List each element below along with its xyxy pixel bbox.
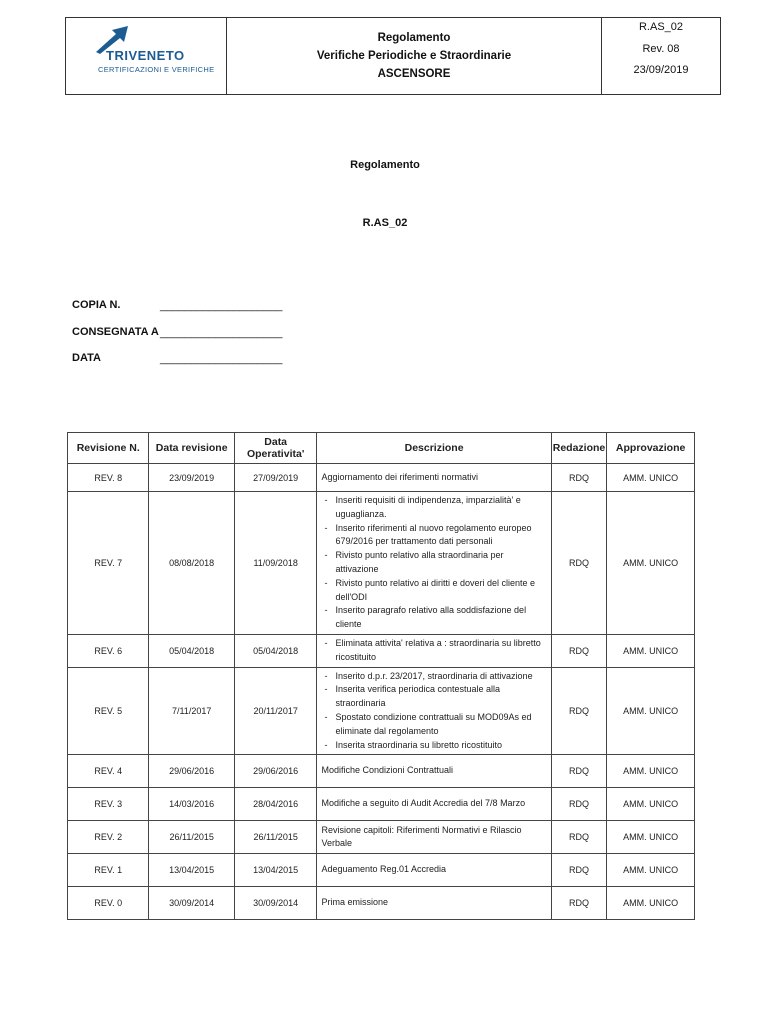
approval-cell: AMM. UNICO [607,464,695,492]
doc-code: R.AS_02 [638,21,684,33]
description-cell [317,464,551,492]
description-item: - Rivisto punto relativo alla straordinaria per attivazione [335,549,546,577]
drafting-cell: RDQ [551,667,607,755]
table-row [68,854,695,887]
approval-cell: AMM. UNICO [607,821,695,854]
revision-date-cell: 23/09/2019 [149,464,234,492]
revision-date-cell: 7/11/2017 [149,667,234,755]
description-cell [317,755,551,788]
copy-number-label: COPIA N. [72,299,121,311]
table-row [68,821,695,854]
table-row [68,492,695,635]
approval-cell: AMM. UNICO [607,887,695,920]
operative-date-cell: 13/04/2015 [234,854,317,887]
revision-cell: REV. 5 [68,667,149,755]
table-row [68,788,695,821]
doc-date: 23/09/2019 [633,64,689,76]
description-item: - Inserito paragrafo relativo alla soddisfazione del cliente [335,604,546,632]
col-header-operative-date: Data Operativita' [234,433,317,464]
revision-date-cell: 14/03/2016 [149,788,234,821]
drafting-cell: RDQ [551,492,607,635]
revision-date-cell: 30/09/2014 [149,887,234,920]
revision-date-cell: 26/11/2015 [149,821,234,854]
col-header-drafting: Redazione [551,433,607,464]
table-header-row [68,433,695,464]
drafting-cell: RDQ [551,821,607,854]
drafting-cell: RDQ [551,464,607,492]
approval-cell: AMM. UNICO [607,755,695,788]
doc-revision: Rev. 08 [642,42,680,55]
revision-cell: REV. 2 [68,821,149,854]
revision-date-cell: 08/08/2018 [149,492,234,635]
revision-date-cell: 13/04/2015 [149,854,234,887]
operative-date-cell: 11/09/2018 [234,492,317,635]
description-cell [317,788,551,821]
revision-cell: REV. 0 [68,887,149,920]
description-item: - Inseriti requisiti di indipendenza, imparzialità' e uguaglianza. [335,494,546,522]
date-field: ____________________ [160,353,283,365]
header-title-cell [227,18,602,94]
table-row [68,887,695,920]
description-text: Adeguamento Reg.01 Accredia [321,864,447,875]
logo-subtitle: CERTIFICAZIONI E VERIFICHE [98,65,215,74]
logo-cell [66,18,227,94]
col-header-revision-date: Data revisione [149,433,234,464]
description-item: - Inserita straordinaria su libretto ricostituito [335,739,546,753]
description-item: - Inserita verifica periodica contestuale alla straordinaria [335,683,546,711]
section-label: Regolamento [350,159,420,171]
col-header-approval: Approvazione [607,433,695,464]
revision-cell: REV. 8 [68,464,149,492]
col-header-revision: Revisione N. [68,433,149,464]
description-item: - Inserito d.p.r. 23/2017, straordinaria di attivazione [335,670,546,684]
description-cell [317,821,551,854]
description-cell [317,854,551,887]
drafting-cell: RDQ [551,887,607,920]
description-item: - Rivisto punto relativo ai diritti e doveri del cliente e dell'ODI [335,577,546,605]
header-title-line3: ASCENSORE [377,68,451,80]
approval-cell: AMM. UNICO [607,492,695,635]
description-text: Modifiche a seguito di Audit Accredia del 7/8 Marzo [321,798,526,809]
description-text: Modifiche Condizioni Contrattuali [321,765,454,776]
col-header-description: Descrizione [317,433,551,464]
drafting-cell: RDQ [551,634,607,667]
operative-date-cell: 27/09/2019 [234,464,317,492]
approval-cell: AMM. UNICO [607,854,695,887]
description-cell [317,634,551,667]
revision-date-cell: 29/06/2016 [149,755,234,788]
header-title-line1: Regolamento [377,32,451,44]
description-item: - Eliminata attivita' relativa a : straordinaria su libretto ricostituito [335,637,546,665]
operative-date-cell: 05/04/2018 [234,634,317,667]
operative-date-cell: 26/11/2015 [234,821,317,854]
approval-cell: AMM. UNICO [607,788,695,821]
description-text: Prima emissione [321,897,388,908]
drafting-cell: RDQ [551,788,607,821]
revision-cell: REV. 6 [68,634,149,667]
header-info-cell [602,18,720,94]
approval-cell: AMM. UNICO [607,634,695,667]
revision-cell: REV. 3 [68,788,149,821]
delivered-to-field: ____________________ [160,327,283,339]
description-text: Aggiornamento dei riferimenti normativi [321,471,479,482]
description-cell [317,887,551,920]
description-cell [317,492,551,635]
description-item: - Spostato condizione contrattuali su MOD09As ed eliminate dal regolamento [335,711,546,739]
drafting-cell: RDQ [551,854,607,887]
revision-cell: REV. 1 [68,854,149,887]
table-row [68,667,695,755]
operative-date-cell: 20/11/2017 [234,667,317,755]
description-cell [317,667,551,755]
drafting-cell: RDQ [551,755,607,788]
date-label: DATA [72,352,101,364]
revision-table [67,432,695,920]
description-text: Revisione capitoli: Riferimenti Normativi e Rilascio Verbale [321,824,522,849]
document-header [65,17,721,95]
operative-date-cell: 28/04/2016 [234,788,317,821]
revision-cell: REV. 7 [68,492,149,635]
approval-cell: AMM. UNICO [607,667,695,755]
logo-name: TRIVENETO [106,48,185,63]
copy-number-field: ____________________ [160,300,283,312]
table-row [68,464,695,492]
operative-date-cell: 29/06/2016 [234,755,317,788]
operative-date-cell: 30/09/2014 [234,887,317,920]
revision-date-cell: 05/04/2018 [149,634,234,667]
header-title-line2: Verifiche Periodiche e Straordinarie [316,50,512,62]
table-row [68,755,695,788]
delivered-to-label: CONSEGNATA A [72,326,159,338]
doc-code-label: R.AS_02 [362,217,408,229]
revision-cell: REV. 4 [68,755,149,788]
table-row [68,634,695,667]
description-item: - Inserito riferimenti al nuovo regolamento europeo 679/2016 per trattamento dati personali [335,522,546,550]
